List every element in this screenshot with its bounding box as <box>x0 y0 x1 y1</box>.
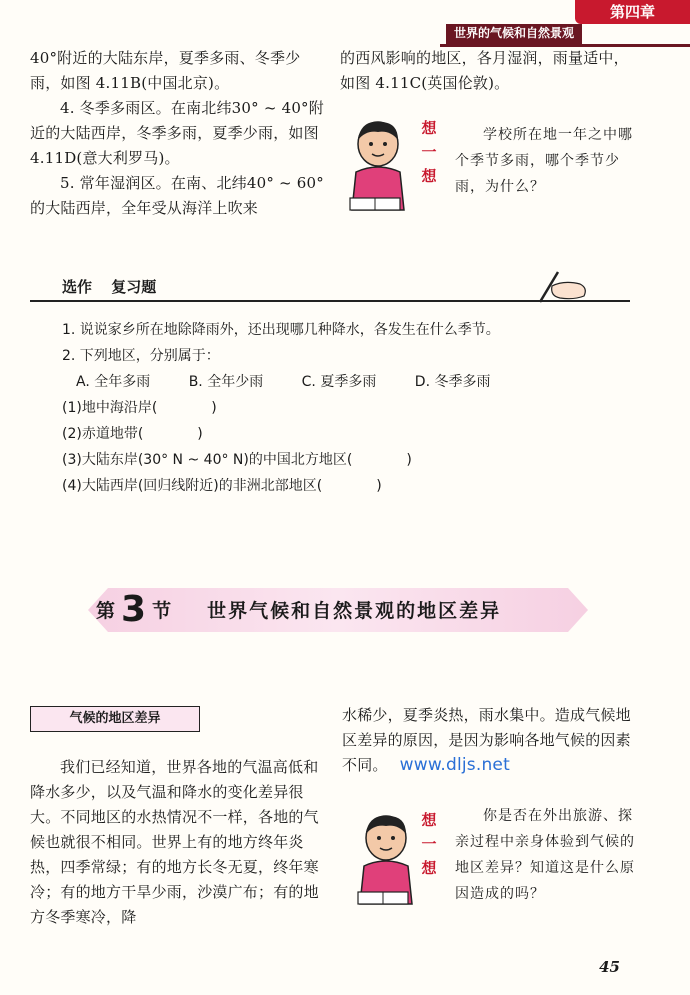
bottom-left-column <box>30 755 330 930</box>
think-question: 学校所在地一年之中哪个季节多雨，哪个季节少雨，为什么？ <box>455 127 633 195</box>
item-close: ) <box>406 452 412 468</box>
paragraph: 我们已经知道，世界各地的气温高低和降水多少，以及气温和降水的变化差异很大。不同地区的水热情况不一样，各地的气候也就很不相同。世界上有的地方终年炎热，四季常绿；有的地方长冬无夏，终年寒冷；有的地方干旱少雨，沙漠广布；有的地方冬季寒冷，降 <box>30 758 319 926</box>
review-questions <box>62 317 642 499</box>
item-close: ) <box>211 400 217 416</box>
chapter-tab: 第四章 <box>575 0 690 24</box>
paragraph: 40°附近的大陆东岸，夏季多雨、冬季少雨，如图 4.11B(中国北京)。 <box>30 49 301 92</box>
think-question: 你是否在外出旅游、探亲过程中亲身体验到气候的地区差异？知道这是什么原因造成的吗？ <box>455 808 635 902</box>
paragraph-text: 水稀少，夏季炎热，雨水集中。造成气候地区差异的原因，是因为影响各地气候的因素不同。 <box>342 706 631 774</box>
think-label: 想一想 <box>421 119 437 185</box>
item-close: ) <box>197 426 203 442</box>
thinking-boy-icon <box>342 118 414 218</box>
top-left-column <box>30 46 330 221</box>
item-text: (1)地中海沿岸( <box>62 400 158 416</box>
option: C. 夏季多雨 <box>301 374 377 390</box>
option: B. 全年少雨 <box>188 374 264 390</box>
fill-item <box>62 447 642 473</box>
item-text: (2)赤道地带( <box>62 426 144 442</box>
section-title-line <box>96 586 586 634</box>
question: 2. 下列地区，分别属于： <box>62 348 220 364</box>
fill-item <box>62 473 642 499</box>
item-text: (3)大陆东岸(30° N ~ 40° N)的中国北方地区( <box>62 452 353 468</box>
top-right-column <box>340 46 640 96</box>
paragraph: 的西风影响的地区，各月湿润，雨量适中，如图 4.11C(英国伦敦)。 <box>340 49 629 92</box>
item-text: (4)大陆西岸(回归线附近)的非洲北部地区( <box>62 478 323 494</box>
paragraph: 4. 冬季多雨区。在南北纬30° ~ 40°附近的大陆西岸，冬季多雨，夏季少雨，如图 4.11D(意大利罗马)。 <box>30 99 324 167</box>
bottom-right-column <box>342 703 642 778</box>
item-close: ) <box>376 478 382 494</box>
option: D. 冬季多雨 <box>414 374 491 390</box>
option: A. 全年多雨 <box>76 374 151 390</box>
option-row <box>62 369 642 395</box>
fill-item <box>62 421 642 447</box>
page-number: 45 <box>599 958 620 976</box>
section-number: 3 <box>121 589 147 630</box>
think-label: 想一想 <box>421 811 437 877</box>
section-title: 世界气候和自然景观的地区差异 <box>207 600 502 622</box>
question: 1. 说说家乡所在地除降雨外，还出现哪几种降水，各发生在什么季节。 <box>62 322 500 338</box>
subsection-heading: 气候的地区差异 <box>30 706 200 732</box>
fill-item <box>62 395 642 421</box>
paragraph: 5. 常年湿润区。在南、北纬40° ~ 60° 的大陆西岸，全年受从海洋上吹来 <box>30 174 324 217</box>
section-prefix: 第 <box>96 600 116 622</box>
review-heading: 选作 复习题 <box>62 278 157 296</box>
paragraph <box>342 703 642 778</box>
thinking-boy-icon <box>350 812 422 912</box>
watermark-url: www.dljs.net <box>399 755 510 775</box>
running-title: 世界的气候和自然景观 <box>446 24 582 44</box>
pen-hand-icon <box>530 268 590 312</box>
section-suffix: 节 <box>152 600 172 622</box>
